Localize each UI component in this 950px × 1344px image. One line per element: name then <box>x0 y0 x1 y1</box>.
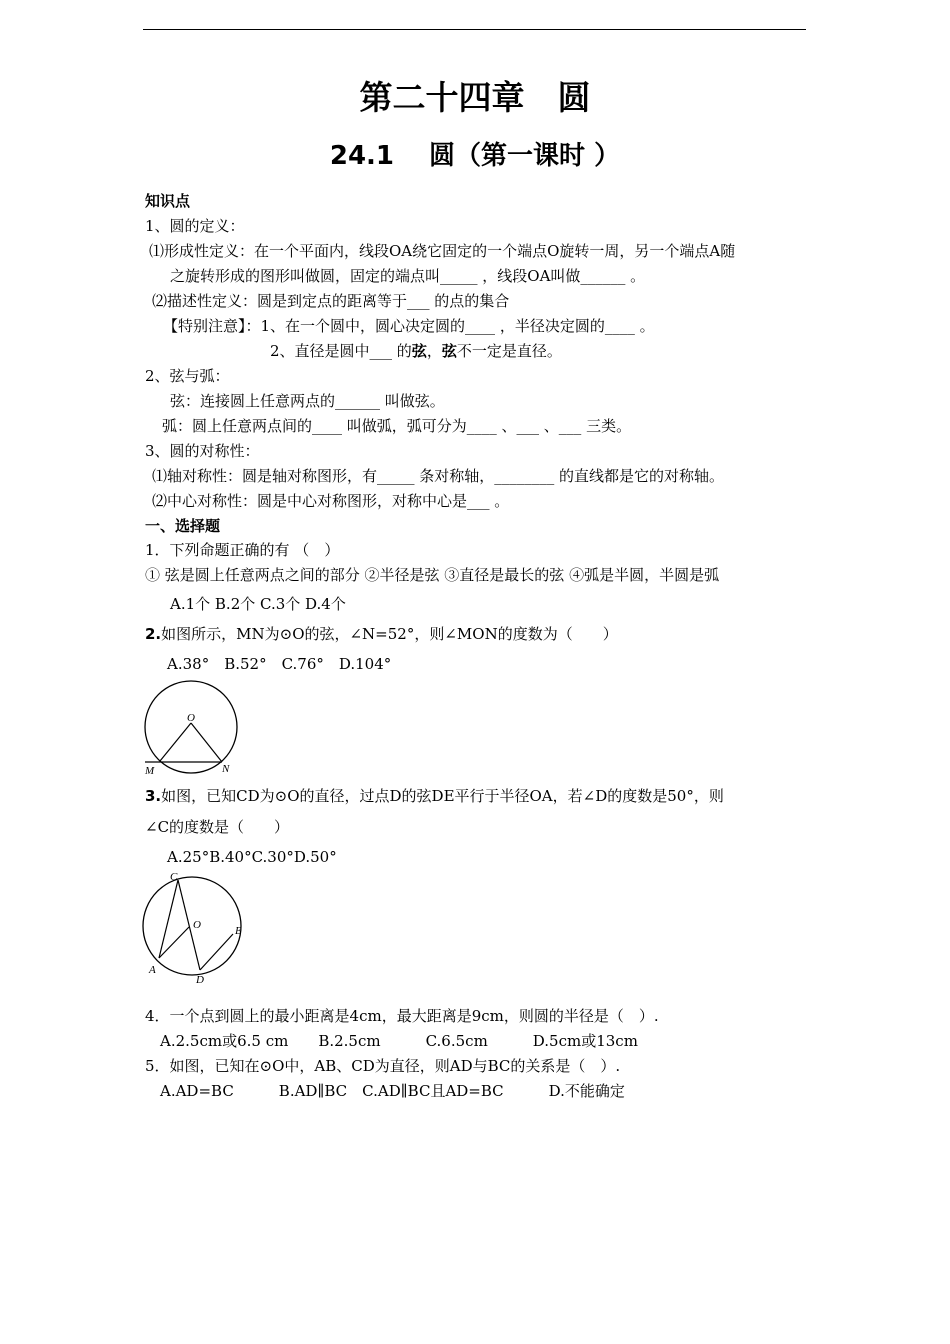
question-3-options: A.25°B.40°C.30°D.50° <box>167 848 337 866</box>
arc-definition: 弧：圆上任意两点间的____ 叫做弧，弧可分为____ 、___ 、___ 三类。 <box>162 417 632 435</box>
chord-definition: 弦：连接圆上任意两点的______ 叫做弦。 <box>170 392 445 410</box>
definition-1-line-2: 之旋转形成的图形叫做圆，固定的端点叫_____ ，线段OA叫做______ 。 <box>170 267 646 285</box>
question-1-statements: ① 弦是圆上任意两点之间的部分 ②半径是弦 ③直径是最长的弦 ④弧是半圆，半圆是弧 <box>145 566 720 584</box>
segment-on <box>191 723 222 762</box>
radius-oa <box>159 927 189 958</box>
question-5: 5．如图，已知在⊙O中，AB、CD为直径，则AD与BC的关系是（ ）. <box>145 1057 621 1075</box>
segment-ca <box>159 880 178 958</box>
special-note-2: 2、直径是圆中___ 的弦，弦不一定是直径。 <box>270 342 562 360</box>
chapter-title: 第二十四章 圆 <box>359 78 591 117</box>
label-a: A <box>149 964 156 976</box>
knowledge-heading: 知识点 <box>145 192 191 210</box>
question-3-line-2: ∠C的度数是（ ） <box>145 818 290 836</box>
question-2-options: A.38° B.52° C.76° D.104° <box>167 655 392 673</box>
segment-om <box>160 723 191 761</box>
question-2-figure <box>140 678 244 778</box>
question-4: 4．一个点到圆上的最小距离是4cm，最大距离是9cm，则圆的半径是（ ）. <box>145 1007 659 1025</box>
section-title: 24.1 圆（第一课时 ） <box>329 141 621 171</box>
top-rule <box>143 29 806 30</box>
question-5-options: A.AD=BC B.AD∥BC C.AD∥BC且AD=BC D.不能确定 <box>160 1082 625 1100</box>
question-4-options: A.2.5cm或6.5 cm B.2.5cm C.6.5cm D.5cm或13cm <box>160 1032 638 1050</box>
definition-2: ⑵描述性定义：圆是到定点的距离等于___ 的点的集合 <box>152 292 510 310</box>
question-2: 2.如图所示，MN为⊙O的弦，∠N=52°，则∠MON的度数为（ ） <box>145 625 618 643</box>
axial-symmetry: ⑴轴对称性：圆是轴对称图形，有_____ 条对称轴，________ 的直线都是它的对称轴。 <box>152 467 725 485</box>
central-symmetry: ⑵中心对称性：圆是中心对称图形，对称中心是___ 。 <box>152 492 510 510</box>
label-o: O <box>193 919 201 931</box>
chord-de <box>200 934 233 970</box>
label-o: O <box>187 712 195 724</box>
question-3-line-1: 3.如图，已知CD为⊙O的直径，过点D的弦DE平行于半径OA，若∠D的度数是50°，则 <box>145 787 724 805</box>
chord-arc-heading: 2、弦与弧： <box>145 367 230 385</box>
label-e: E <box>235 925 242 937</box>
circle-o <box>145 681 237 773</box>
special-note-1: 【特别注意】：1、在一个圆中，圆心决定圆的____ ，半径决定圆的____ 。 <box>163 317 655 335</box>
question-1: 1．下列命题正确的有 （ ） <box>145 541 340 559</box>
label-c: C <box>170 871 178 883</box>
label-m: M <box>145 765 155 777</box>
label-d: D <box>196 974 204 986</box>
definition-1-line-1: ⑴形成性定义：在一个平面内，线段OA绕它固定的一个端点O旋转一周，另一个端点A随 <box>149 242 736 260</box>
choice-heading: 一、选择题 <box>145 517 221 535</box>
question-3-figure <box>138 868 250 988</box>
label-n: N <box>222 763 230 775</box>
question-1-options: A.1个 B.2个 C.3个 D.4个 <box>170 595 346 613</box>
definition-heading: 1、圆的定义： <box>145 217 245 235</box>
circle-o <box>143 877 241 975</box>
symmetry-heading: 3、圆的对称性： <box>145 442 260 460</box>
